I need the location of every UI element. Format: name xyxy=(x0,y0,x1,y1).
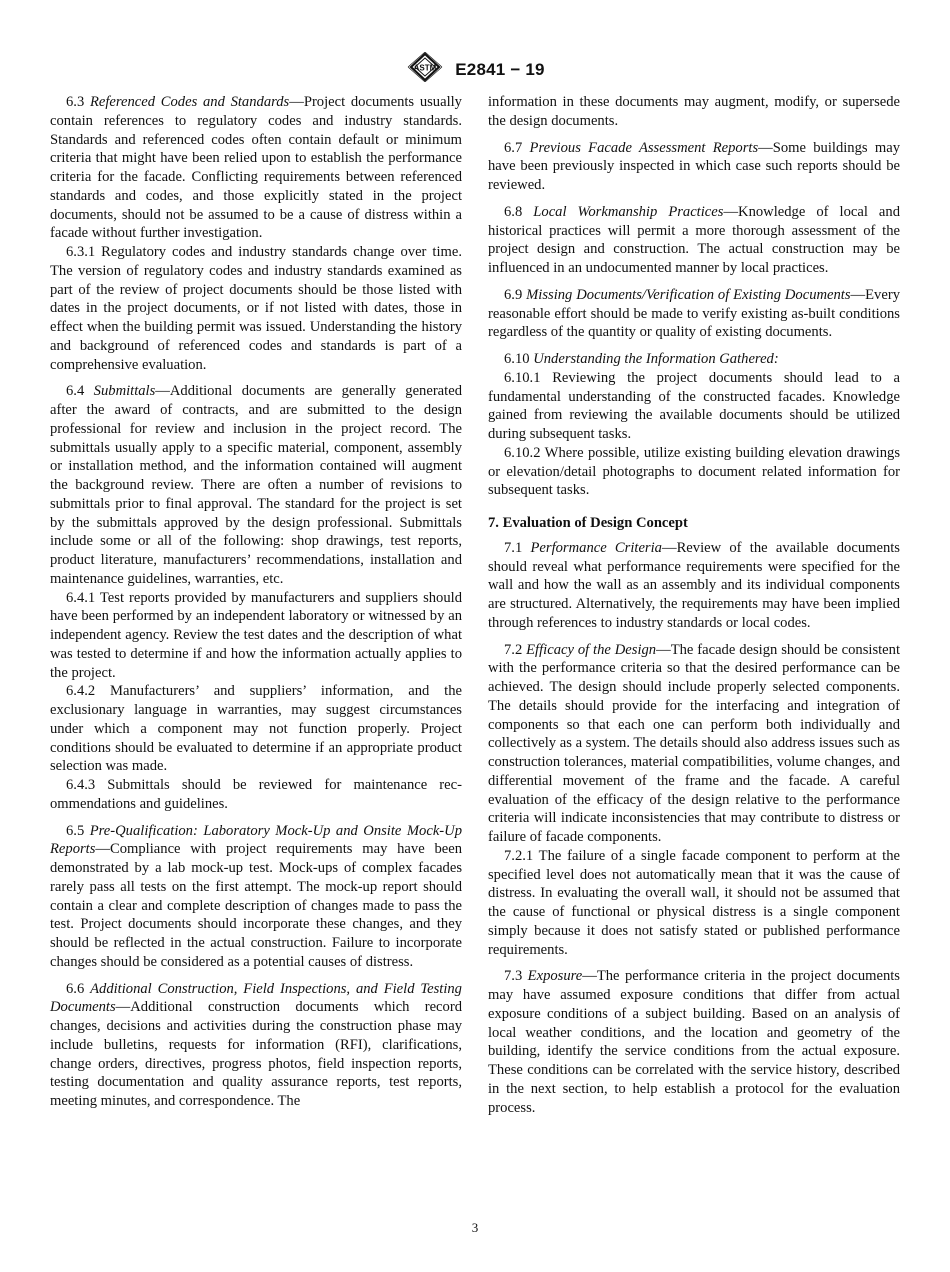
paragraph xyxy=(488,369,900,444)
section-number: 6.9 xyxy=(504,286,523,303)
paragraph xyxy=(50,980,462,1111)
paragraph xyxy=(488,203,900,278)
section-title: Previous Facade Assessment Reports xyxy=(529,139,759,156)
astm-logo-icon xyxy=(405,52,445,87)
section-title: Understanding the Information Gathered: xyxy=(533,351,779,367)
paragraph xyxy=(50,776,462,814)
section-title: Efficacy of the Design xyxy=(526,641,657,658)
paragraph xyxy=(488,539,900,633)
paragraph-text: Test reports provided by manufacturers and suppliers should have been performed by an independent laboratory or witnessed by an independent agency. Review the test dates and the description of what was tested to determine if and how the information actually applies to the project. xyxy=(50,589,462,681)
paragraph-text: —Every reasonable effort should be made to verify existing as-built conditions regardless of the quantity or quality of existing documents. xyxy=(488,286,900,341)
paragraph-text: —The performance criteria in the project documents may have assumed exposure conditions that differ from actual exposure conditions of a subject building. Based on an analysis of local weather conditions, and the location and geometry of the building, identify the service conditions from the actual exposure. These conditions can be correlated with the service history, described in the next section, to help establish a protocol for the evaluation process. xyxy=(488,968,900,1116)
page-header xyxy=(0,52,950,87)
section-number: 6.4.1 xyxy=(66,589,96,606)
svg-text:ASTM: ASTM xyxy=(413,63,437,73)
standard-designation: E2841 − 19 xyxy=(455,59,545,79)
section-title: Performance Criteria xyxy=(530,539,662,556)
page-number: 3 xyxy=(471,1220,479,1235)
paragraph-text: —Review of the available documents should reveal what performance requirements were specified for the wall and how the wall as an assembly and its individual components are structured. Alternatively, the requirements may have been implied through references to industry standards or local codes. xyxy=(488,539,900,631)
section-number: 6.10.1 xyxy=(504,369,541,386)
paragraph-text: Manufacturers’ and suppliers’ information, and the exclusionary language in warranties, may suggest circumstances under which a component may not function properly. Project conditions should be evaluated to determine if an appropriate product selection was made. xyxy=(50,683,462,775)
paragraph-text: —Compliance with project requirements may have been demonstrated by a lab mock-up test. Mock-ups of complex facades rarely pass all tests on the first attempt. The mock-up report should contain a clear and complete description of changes made to pass the test. Project documents should incorporate these changes, and they should be reflected in the actual construction. Failure to incorporate changes should be considered as a potential causes of distress. xyxy=(50,841,462,970)
section-title: Missing Documents/Verification of Existing Documents xyxy=(526,286,851,303)
section-number: 6.4 xyxy=(66,383,85,400)
paragraph-text: information in these documents may augment, modify, or supersede the design documents. xyxy=(488,94,900,129)
section-number: 6.4.2 xyxy=(66,683,96,700)
section-number: 6.10.2 xyxy=(504,444,541,461)
paragraph-text: The failure of a single facade component to perform at the specified level does not automatically mean that it was the cause of distress. In evaluating the overall wall, it should not be assumed that the cause of functional or physical distress is a single component simply because it does not satisfy stated or published performance requirements. xyxy=(488,847,900,958)
section-number: 6.6 xyxy=(66,980,85,997)
paragraph xyxy=(488,847,900,960)
right-column xyxy=(488,93,900,1117)
section-number: 6.3.1 xyxy=(66,244,96,260)
paragraph xyxy=(50,243,462,374)
paragraph-text: —Knowledge of local and historical practices will permit a more thorough assessment of the project design and construction. The actual construction may be influenced in an undocumented manner by local practices. xyxy=(488,203,900,276)
paragraph-text: —Some buildings may have been previously inspected in which case such reports should be reviewed. xyxy=(488,139,900,193)
section-number: 7.2 xyxy=(504,641,523,658)
paragraph xyxy=(488,350,900,369)
section-number: 6.3 xyxy=(66,94,85,110)
section-number: 6.4.3 xyxy=(66,777,96,793)
paragraph xyxy=(50,93,462,243)
section-title: Local Workmanship Practices xyxy=(533,203,724,220)
paragraph-text: —Additional construction documents which record changes, decisions and activities during the construction phase may include bulletins, requests for information (RFI), clarifications, change orders, directives, progress photos, field inspection reports, testing documentation and quality assurance reports, test reports, meeting minutes, and correspondence. The xyxy=(50,999,462,1109)
paragraph-text: Reviewing the project documents should lead to a fundamental understanding of the constructed facades. Knowledge gained from reviewing the available documents should be utilized during subsequent tasks. xyxy=(488,369,900,442)
paragraph xyxy=(50,682,462,776)
paragraph-text: —Project documents usually contain references to regulatory codes and industry standards. Standards and referenced codes often contain default or minimum criteria that might have been relied upon to establish the performance criteria for the facade. Conflicting requirements between referenced standards and codes, and those explicitly stated in the project documents, should not be assumed to be a cause of distress within a facade without further investigation. xyxy=(50,94,462,242)
section-number: 6.8 xyxy=(504,203,523,220)
paragraph-text: Submittals should be reviewed for maintenance recommendations and guidelines. xyxy=(50,777,462,812)
paragraph-text: —Additional documents are generally generated after the award of contracts, and are submitted to the design professional for review and inclusion in the project record. The submittals usually apply to a specific material, component, assembly or installation method, and the information contained will augment the background review. There are often a number of revisions to submittals prior to final approval. The standard for the project is set by the submittals approved by the design professional. Submittals include some or all of the following: shop drawings, test reports, product literature, manufacturers’ recommendations, installation and maintenance guidelines, warranties, etc. xyxy=(50,383,462,587)
paragraph-text: Where possible, utilize existing building elevation drawings or elevation/detail photographs to document related information for subsequent tasks. xyxy=(488,444,901,499)
section-title: Pre-Qualification: Laboratory Mock-Up and Onsite Mock-Up Reports xyxy=(50,822,462,858)
section-title: Submittals xyxy=(93,383,156,400)
paragraph-text: —The facade design should be consistent with the performance criteria so that the desired performance can be achieved. The design should include properly selected components. The details should provide for the interfacing and integration of components so that each one can perform both individually and collectively as a system. The details should also address issues such as construction tolerances, material compatibilities, volume changes, and differential movement of the frame and the facade. A careful evaluation of the efficacy of the design relative to the performance criteria will indicate inconsistencies that may contribute to distress or failure of facade components. xyxy=(488,641,901,845)
left-column xyxy=(50,93,462,1111)
paragraph xyxy=(50,382,462,588)
paragraph-text: Regulatory codes and industry standards change over time. The version of regulatory codes and industry standards examined as part of the review of project documents should be those listed with dates in the project documents, or if not listed with dates, those in effect when the building permit was issued. Understanding the history and background of referenced codes and standards is part of a comprehensive evaluation. xyxy=(50,244,462,373)
section-number: 7.1 xyxy=(504,539,523,556)
section-heading: 7. Evaluation of Design Concept xyxy=(488,515,688,531)
section-number: 6.7 xyxy=(504,139,523,156)
section-number: 6.10 xyxy=(504,351,530,367)
paragraph xyxy=(488,139,900,195)
paragraph xyxy=(50,589,462,683)
section-title: Additional Construction, Field Inspections, and Field Testing Documents xyxy=(50,980,462,1016)
section-number: 7.2.1 xyxy=(504,847,534,864)
paragraph xyxy=(50,822,462,972)
paragraph xyxy=(488,444,900,500)
section-number: 6.5 xyxy=(66,822,85,839)
section-title: Referenced Codes and Standards xyxy=(89,94,290,110)
paragraph xyxy=(488,286,900,342)
paragraph xyxy=(488,641,900,847)
section-number: 7.3 xyxy=(504,968,523,985)
paragraph xyxy=(488,93,900,131)
paragraph xyxy=(488,967,900,1117)
section-title: Exposure xyxy=(527,968,583,985)
